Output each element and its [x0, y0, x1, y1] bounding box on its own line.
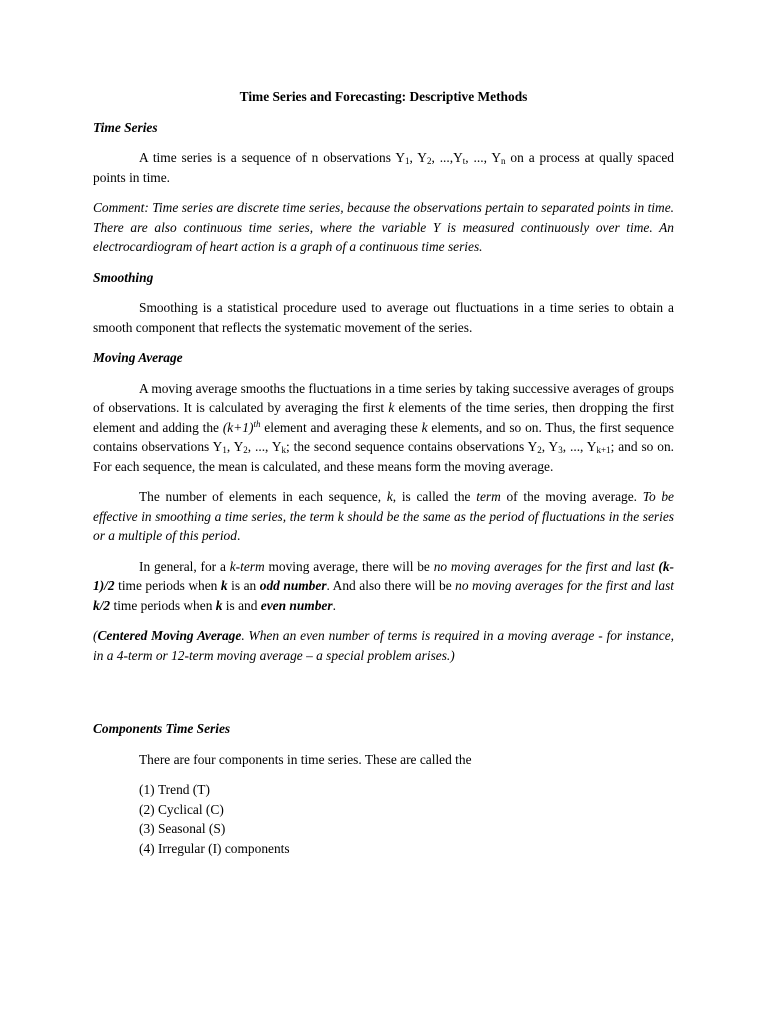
- section-heading-time-series: Time Series: [93, 119, 158, 135]
- list-item: (4) Irregular (I) components: [139, 840, 290, 856]
- list-item: (1) Trend (T): [139, 782, 210, 797]
- section-heading-components: Components Time Series: [93, 721, 231, 736]
- section-heading-smoothing: Smoothing: [93, 269, 154, 285]
- section-spacer: [93, 676, 674, 719]
- section-heading-moving-average: Moving Average: [93, 350, 183, 365]
- time-series-definition: A time series is a sequence of n observations $Y_1$, $Y_2$, $...,Y_t$, ..., $Y_n$ on a process at qually spaced points in time.: [93, 150, 674, 185]
- time-series-comment: Comment: Time series are discrete time series, because the observations pertain to separated points in time. There are also continuous time series, where the variable Y is measured continuously over time. An electrocardiogram of heart action is a graph of a continuous time series.: [93, 200, 674, 254]
- moving-average-definition: A moving average smooths the fluctuations in a time series by taking successive averages of groups of observations. It is calculated by averaging the first k elements of the time series, then dropping the first element and adding the $(k+1)^{th}$ element and averaging these k elements, and so on. Thus, the first sequence contains observations $Y_1$, $Y_2$, ..., $Y_k$; the second sequence contains observations $Y_2$, $Y_3$, ..., $Y_{k+1}$; and so on. For each sequence, the mean is calculated, and these means form the moving average.: [93, 380, 675, 474]
- smoothing-definition: Smoothing is a statistical procedure used to average out fluctuations in a time series to obtain a smooth component that reflects the systematic movement of the series.: [93, 300, 674, 335]
- moving-average-term-paragraph: The number of elements in each sequence, k, is called the term of the moving average. To be effective in smoothing a time series, the term k should be the same as the period of fluctuations in the series or a multiple of this period.: [93, 489, 674, 543]
- components-list: [93, 780, 674, 858]
- list-item: (2) Cyclical (C): [139, 801, 224, 817]
- document-page: [93, 87, 674, 858]
- components-intro: There are four components in time series. These are called the: [139, 751, 472, 767]
- centered-moving-average-note: (Centered Moving Average. When an even number of terms is required in a moving average - for instance, in a 4-term or 12-term moving average – a special problem arises.): [93, 628, 674, 663]
- document-title: Time Series and Forecasting: Descriptive Methods: [239, 89, 528, 104]
- list-item: (3) Seasonal (S): [139, 821, 226, 836]
- moving-average-odd-even-paragraph: In general, for a k-term moving average, there will be no moving averages for the first and last (k-1)/2 time periods when k is an odd number. And also there will be no moving averages for the first and last k/2 time periods when k is and even number.: [93, 558, 674, 613]
